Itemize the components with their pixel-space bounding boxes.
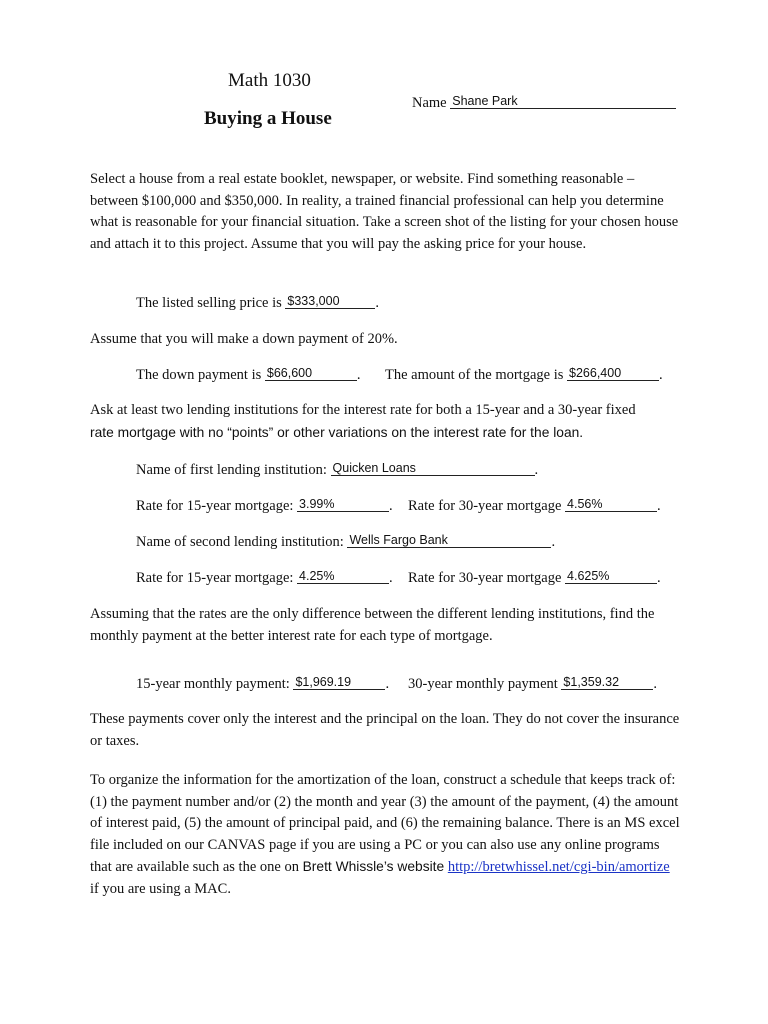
lender1-rate30-field[interactable]: 4.56%: [565, 497, 657, 512]
lender1-name-row: Name of first lending institution: Quicken Loans .: [136, 461, 539, 478]
amortization-text: To organize the information for the amortization of the loan, construct a schedule that keeps track of: (1) the payment number and/or (2) the month and year (3) the amount of the payment, (4) the amount of interest paid, (5) the amount of principal paid, and (6) the remaining balance. There is an MS excel file included on our CANVAS page if you are using a PC or you can also use any online programs that are available such as the one on: [90, 772, 680, 875]
lender2-rate15-label: Rate for 15-year mortgage:: [136, 570, 294, 586]
payment15-label: 15-year monthly payment:: [136, 676, 290, 692]
mortgage-amount-label: The amount of the mortgage is: [385, 367, 564, 383]
payment30-field[interactable]: $1,359.32: [561, 675, 653, 690]
lender2-rate30-row: Rate for 30-year mortgage 4.625% .: [408, 569, 661, 586]
lender1-rate15-field[interactable]: 3.99%: [297, 497, 389, 512]
mortgage-amount-row: The amount of the mortgage is $266,400 .: [385, 366, 663, 383]
lender2-name-row: Name of second lending institution: Wells Fargo Bank .: [136, 533, 556, 550]
payment30-label: 30-year monthly payment: [408, 676, 558, 692]
better-rate-note: Assuming that the rates are the only difference between the different lending institutions, find the monthly payment at the better interest rate for each type of mortgage.: [90, 606, 655, 644]
down-payment-note: Assume that you will make a down payment of 20%.: [90, 331, 398, 347]
course-title: Math 1030: [228, 70, 311, 91]
payment15-row: 15-year monthly payment: $1,969.19 .: [136, 675, 390, 692]
lender2-rate15-field[interactable]: 4.25%: [297, 569, 389, 584]
lender2-rate15-row: Rate for 15-year mortgage: 4.25% .: [136, 569, 393, 586]
lender1-rate15-label: Rate for 15-year mortgage:: [136, 498, 294, 514]
lender2-name-field[interactable]: Wells Fargo Bank: [347, 533, 551, 548]
lender1-name-field[interactable]: Quicken Loans: [331, 461, 535, 476]
mortgage-amount-field[interactable]: $266,400: [567, 366, 659, 381]
page-title: Buying a House: [204, 108, 332, 129]
payment15-field[interactable]: $1,969.19: [293, 675, 385, 690]
amortization-text-end: if you are using a MAC.: [90, 880, 231, 897]
listed-price-row: The listed selling price is $333,000 .: [136, 294, 380, 311]
amortization-website-name: Brett Whissle’s website: [302, 859, 445, 874]
lender1-rate30-row: Rate for 30-year mortgage 4.56% .: [408, 497, 661, 514]
lender2-name-label: Name of second lending institution:: [136, 534, 344, 550]
listed-price-field[interactable]: $333,000: [285, 294, 375, 309]
payment30-row: 30-year monthly payment $1,359.32 .: [408, 675, 658, 692]
lender1-name-label: Name of first lending institution:: [136, 462, 327, 478]
down-payment-label: The down payment is: [136, 367, 262, 383]
name-field[interactable]: Shane Park: [450, 94, 676, 109]
amortize-link[interactable]: http://bretwhissel.net/cgi-bin/amortize: [447, 859, 670, 875]
intro-paragraph: Select a house from a real estate booklet, newspaper, or website. Find something reasonable – between $100,000 and $350,000. In reality, a trained financial professional can help you determine what is reasonable for your financial situation. Take a screen shot of the listing for your chosen house and attach it to this project. Assume that you will pay the asking price for your house.: [90, 171, 679, 252]
listed-price-label: The listed selling price is: [136, 295, 282, 311]
lending-instructions-line2: rate mortgage with no “points” or other variations on the interest rate for the loan.: [90, 425, 584, 440]
down-payment-field[interactable]: $66,600: [265, 366, 357, 381]
lender2-rate30-field[interactable]: 4.625%: [565, 569, 657, 584]
coverage-note: These payments cover only the interest and the principal on the loan. They do not cover the insurance or taxes.: [90, 711, 680, 749]
name-row: [412, 93, 676, 115]
name-label: Name: [412, 95, 447, 111]
down-payment-row: The down payment is $66,600 .: [136, 366, 361, 383]
lender2-rate30-label: Rate for 30-year mortgage: [408, 570, 562, 586]
lending-instructions-line1: Ask at least two lending institutions for the interest rate for both a 15-year and a 30-year fixed: [90, 402, 636, 418]
amortization-paragraph: [90, 770, 680, 900]
lender1-rate30-label: Rate for 30-year mortgage: [408, 498, 562, 514]
lender1-rate15-row: Rate for 15-year mortgage: 3.99% .: [136, 497, 393, 514]
